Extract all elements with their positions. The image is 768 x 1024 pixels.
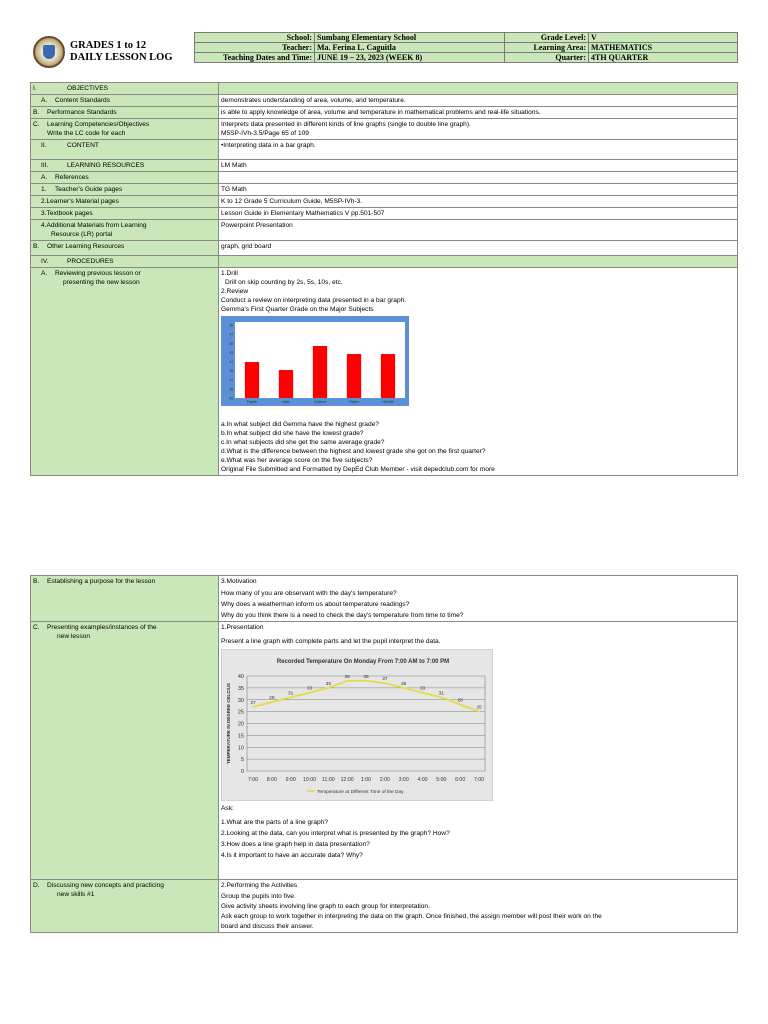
learners-material-label: 2.Learner's Material pages — [41, 198, 119, 205]
bar-chart-x-tick: Math — [282, 400, 290, 404]
competencies-heading — [31, 119, 219, 140]
procedures-heading — [31, 256, 219, 268]
line-chart-data-label: 27 — [250, 700, 256, 706]
additional-materials-label: 4.Additional Materials from Learning — [41, 222, 147, 229]
objectives-heading — [31, 83, 219, 95]
purpose-label: Establishing a purpose for the lesson — [47, 578, 156, 585]
review-line-2: Drill on skip counting by 2s, 5s, 10s, etc. — [225, 279, 343, 286]
line-chart-data-label: 35 — [325, 681, 332, 687]
line-chart-data-label: 25 — [476, 705, 482, 711]
examples-heading — [31, 622, 219, 880]
other-resources-heading — [31, 241, 219, 256]
line-chart-data-label: 38 — [344, 674, 350, 680]
teachers-guide-value: TG Math — [219, 184, 738, 196]
other-resources-label: Other Learning Resources — [47, 243, 125, 250]
examples-label2: new lesson — [57, 633, 90, 640]
row-review — [31, 268, 738, 476]
row-examples — [31, 622, 738, 880]
line-chart-y-tick: 20 — [237, 721, 244, 728]
performance-standards-num: B. — [33, 109, 40, 116]
line-chart-y-axis-label: TEMPERATURE IN DEGREE CELCIUS — [226, 683, 231, 764]
line-chart-x-tick: 1:00 — [360, 777, 372, 783]
performance-standards-heading — [31, 107, 219, 119]
line-chart-x-tick: 11:00 — [322, 777, 335, 783]
competencies-num: C. — [33, 121, 40, 128]
content-standards-value: demonstrates understanding of area, volume, and temperature. — [219, 95, 738, 107]
objectives-empty — [219, 83, 738, 95]
quarter-value: 4TH QUARTER — [589, 53, 738, 63]
school-label: School: — [195, 33, 315, 43]
bar-chart-y-tick: 55 — [229, 387, 233, 392]
teacher-label: Teacher: — [195, 43, 315, 53]
line-chart-point — [327, 687, 329, 689]
line-chart-data-label: 28 — [457, 698, 463, 704]
line-chart-x-tick: 3:00 — [398, 777, 409, 783]
additional-materials-value: Powerpoint Presentation — [219, 220, 738, 241]
lesson-log-header — [30, 32, 738, 72]
header-row-dates — [195, 53, 738, 63]
references-empty — [219, 172, 738, 184]
line-chart-point — [290, 696, 292, 698]
row-competencies — [31, 119, 738, 140]
discussing-line-2: Group the pupils into five. — [221, 893, 296, 900]
purpose-heading — [31, 576, 219, 622]
row-content — [31, 140, 738, 160]
line-chart-x-tick: 9:00 — [285, 777, 296, 783]
review-question-a: a.In what subject did Gemma have the highest grade? — [221, 421, 379, 428]
discussing-label: Discussing new concepts and practicing — [47, 882, 164, 889]
row-discussing — [31, 880, 738, 933]
competencies-value: Interprets data presented in different kinds of line graphs (single to double line graph). — [221, 121, 471, 128]
learning-resources-label: LEARNING RESOURCES — [67, 162, 145, 169]
review-label2: presenting the new lesson — [63, 279, 140, 286]
line-chart-data-label: 35 — [400, 681, 407, 687]
discussing-label2: new skills #1 — [57, 891, 95, 898]
bar-chart-x-tick: Science — [314, 400, 326, 404]
row-textbook — [31, 208, 738, 220]
review-question-c: c.In what subjects did she get the same average grade? — [221, 439, 385, 446]
competencies-label2: Write the LC code for each — [47, 130, 126, 137]
discussing-line-1: 2.Performing the Activities — [221, 882, 298, 889]
header-title — [70, 40, 173, 64]
bar-chart-y-tick: 53 — [229, 396, 233, 401]
content-standards-heading — [31, 95, 219, 107]
content-standards-num: A. — [41, 97, 48, 104]
teachers-guide-num: 1. — [41, 186, 47, 193]
row-learning-resources — [31, 160, 738, 172]
learning-resources-value: LM Math — [219, 160, 738, 172]
header-title-line1: GRADES 1 to 12 — [70, 40, 147, 51]
quarter-label: Quarter: — [505, 53, 589, 63]
discussing-num: D. — [33, 882, 40, 889]
line-chart-y-tick: 30 — [237, 697, 244, 704]
line-chart-y-tick: 40 — [237, 674, 244, 680]
content-heading — [31, 140, 219, 160]
bar-chart-y-tick: 63 — [229, 350, 233, 355]
learning-resources-heading — [31, 160, 219, 172]
line-chart-data-label: 33 — [306, 686, 313, 692]
discussing-line-5: board and discuss their answer. — [221, 923, 314, 930]
line-chart-point — [271, 701, 273, 703]
purpose-num: B. — [33, 578, 40, 585]
review-content — [219, 268, 738, 476]
line-chart-point — [365, 680, 367, 682]
row-procedures — [31, 256, 738, 268]
other-resources-value: graph, grid board — [219, 241, 738, 256]
line-chart-data-label: 33 — [419, 686, 426, 692]
competencies-code: M5SP-IVh-3.5/Page 65 of 109 — [221, 130, 309, 137]
row-additional-materials — [31, 220, 738, 241]
row-teachers-guide — [31, 184, 738, 196]
lesson-table-page1 — [30, 82, 738, 476]
examples-question-2: 2.Looking at the data, can you interpret what is presented by the graph? How? — [221, 830, 450, 837]
examples-num: C. — [33, 624, 40, 631]
bar-chart-y-tick: 57 — [229, 378, 233, 383]
examples-line-2: Present a line graph with complete parts and let the pupil interpret the data. — [221, 638, 441, 645]
additional-materials-heading — [31, 220, 219, 241]
references-label: References — [55, 174, 89, 181]
review-question-e: e.What was her average score on the five subjects? — [221, 457, 373, 464]
temperature-line-chart — [221, 649, 493, 801]
review-line-5: Gemma's First Quarter Grade on the Major Subjects — [221, 306, 374, 313]
other-resources-num: B. — [33, 243, 40, 250]
examples-question-3: 3.How does a line graph help in data presentation? — [221, 841, 370, 848]
bar-chart-bar — [347, 354, 361, 398]
content-value: •Interpreting data in a bar graph. — [219, 140, 738, 160]
purpose-line-1: 3.Motivation — [221, 578, 257, 585]
bar-chart-y-tick: 65 — [229, 341, 233, 346]
purpose-line-2: How many of you are observant with the day's temperature? — [221, 590, 397, 597]
line-chart-y-tick: 15 — [237, 733, 244, 740]
bar-chart-x-tick: English — [246, 400, 258, 404]
examples-label: Presenting examples/instances of the — [47, 624, 157, 631]
learners-material-value: K to 12 Grade 5 Curriculum Guide, M5SP-IVh-3. — [219, 196, 738, 208]
row-learners-material — [31, 196, 738, 208]
examples-question-4: 4.Is it important to have an accurate data? Why? — [221, 852, 363, 859]
objectives-label: OBJECTIVES — [67, 85, 109, 92]
line-chart-data-label: 29 — [269, 696, 275, 702]
bar-chart-bar — [381, 354, 395, 398]
row-content-standards — [31, 95, 738, 107]
line-chart-x-tick: 6:00 — [455, 777, 466, 783]
competencies-label: Learning Competencies/Objectives — [47, 121, 150, 128]
bar-chart-y-tick: 67 — [229, 332, 233, 337]
lesson-table-page2 — [30, 575, 738, 933]
textbook-label: 3.Textbook pages — [41, 210, 93, 217]
teachers-guide-label: Teacher's Guide pages — [55, 186, 123, 193]
header-title-line2: DAILY LESSON LOG — [70, 52, 173, 63]
line-chart-background — [221, 649, 493, 801]
references-heading — [31, 172, 219, 184]
review-source-note: Original File Submitted and Formatted by DepEd Club Member - visit depedclub.com for more — [221, 466, 495, 473]
line-chart-x-tick: 7:00 — [473, 777, 485, 783]
bar-chart-y-tick: 59 — [229, 369, 233, 374]
review-line-4: Conduct a review on interpreting data presented in a bar graph. — [221, 297, 407, 304]
discussing-line-3: Give activity sheets involving line graph to each group for interpretation. — [221, 903, 430, 910]
teaching-dates-value: JUNE 19 – 23, 2023 (WEEK 8) — [315, 53, 505, 63]
textbook-value: Lesson Guide in Elementary Mathematics V pp.501-507 — [219, 208, 738, 220]
bar-chart-bar — [313, 346, 327, 398]
learning-area-value: MATHEMATICS — [589, 43, 738, 53]
line-chart-data-label: 37 — [382, 677, 388, 683]
row-other-resources — [31, 241, 738, 256]
line-chart-x-tick: 2:00 — [379, 777, 390, 783]
row-objectives — [31, 83, 738, 95]
bar-chart-y-tick: 69 — [229, 323, 233, 328]
grade-level-value: V — [589, 33, 738, 43]
teacher-value: Ma. Ferina L. Caguitla — [315, 43, 505, 53]
line-chart-point — [459, 704, 461, 706]
header-row-teacher — [195, 43, 738, 53]
review-line-1: 1.Drill — [221, 270, 238, 277]
line-chart-point — [440, 696, 442, 698]
teachers-guide-heading — [31, 184, 219, 196]
discussing-line-4: Ask each group to work together in interpreting the data on the graph. Once finished, the assign member will post their work on the — [221, 913, 602, 920]
performance-standards-label: Performance Standards — [47, 109, 117, 116]
bar-chart-y-tick: 61 — [229, 360, 233, 364]
line-chart-x-tick: 8:00 — [266, 777, 277, 783]
line-chart-x-tick: 10:00 — [303, 777, 316, 783]
header-title-block — [30, 32, 194, 72]
discussing-content — [219, 880, 738, 933]
examples-content — [219, 622, 738, 880]
line-chart-y-tick: 0 — [240, 769, 244, 775]
line-chart-x-tick: 5:00 — [436, 777, 447, 783]
competencies-value-cell — [219, 119, 738, 140]
examples-line-1: 1.Presentation — [221, 624, 264, 631]
row-purpose — [31, 576, 738, 622]
line-chart-title: Recorded Temperature On Monday From 7:00 AM to 7:00 PM — [276, 659, 450, 665]
deped-seal-icon — [33, 36, 65, 68]
row-performance-standards — [31, 107, 738, 119]
examples-question-1: 1.What are the parts of a line graph? — [221, 819, 329, 826]
review-num: A. — [41, 270, 48, 277]
review-question-b: b.In what subject did she have the lowest grade? — [221, 430, 364, 437]
content-standards-label: Content Standards — [55, 97, 110, 104]
line-chart-x-tick: 12:00 — [340, 777, 354, 783]
procedures-label: PROCEDURES — [67, 258, 114, 265]
line-chart-y-tick: 10 — [237, 745, 244, 752]
line-chart-x-tick: 7:00 — [247, 777, 259, 783]
additional-materials-label2: Resource (LR) portal — [51, 231, 113, 238]
teaching-dates-label: Teaching Dates and Time: — [195, 53, 315, 63]
bar-chart-bar — [245, 362, 259, 398]
procedures-empty — [219, 256, 738, 268]
review-question-d: d.What is the difference between the highest and lowest grade she got on the first quarter? — [221, 448, 486, 455]
line-chart-x-tick: 4:00 — [417, 777, 428, 783]
review-heading — [31, 268, 219, 476]
row-references — [31, 172, 738, 184]
line-chart-point — [478, 711, 480, 713]
learning-resources-num: III. — [41, 162, 49, 169]
review-label: Reviewing previous lesson or — [55, 270, 141, 277]
discussing-heading — [31, 880, 219, 933]
line-chart-legend-label: Temperature at Different Time of the Day — [317, 790, 404, 795]
purpose-line-4: Why do you think there is a need to check the day's temperature from time to time? — [221, 612, 464, 619]
line-chart-point — [384, 682, 386, 684]
line-chart-y-tick: 5 — [240, 757, 244, 764]
purpose-line-3: Why does a weatherman inform us about temperature readings? — [221, 601, 410, 608]
line-chart-y-tick: 25 — [237, 709, 244, 716]
line-chart-y-tick: 35 — [237, 685, 244, 692]
performance-standards-value: is able to apply knowledge of area, volume and temperature in mathematical problems and real-life situations. — [219, 107, 738, 119]
procedures-num: IV. — [41, 258, 49, 265]
objectives-num: I. — [33, 85, 37, 92]
header-info-table — [194, 32, 738, 63]
examples-ask: Ask: — [221, 805, 234, 812]
purpose-content — [219, 576, 738, 622]
learning-area-label: Learning Area: — [505, 43, 589, 53]
line-chart-point — [252, 706, 254, 708]
references-num: A. — [41, 174, 48, 181]
line-chart-point — [309, 692, 311, 694]
textbook-heading — [31, 208, 219, 220]
content-label: CONTENT — [67, 142, 99, 149]
content-num: II. — [41, 142, 47, 149]
bar-chart-bar — [279, 370, 293, 398]
learners-material-heading — [31, 196, 219, 208]
bar-chart-x-tick: Filipino — [348, 400, 360, 404]
line-chart-data-label: 38 — [363, 674, 369, 680]
line-chart-point — [422, 692, 424, 694]
line-chart-data-label: 31 — [287, 691, 294, 697]
school-value: Sumbang Elementary School — [315, 33, 505, 43]
line-chart-point — [403, 687, 405, 689]
line-chart-data-label: 31 — [438, 691, 445, 697]
line-chart-point — [346, 680, 348, 682]
bar-chart-x-tick: HEKASI — [382, 400, 394, 404]
grade-level-label: Grade Level: — [505, 33, 589, 43]
review-line-3: 2.Review — [221, 288, 249, 295]
grades-bar-chart — [221, 316, 409, 406]
header-row-school — [195, 33, 738, 43]
